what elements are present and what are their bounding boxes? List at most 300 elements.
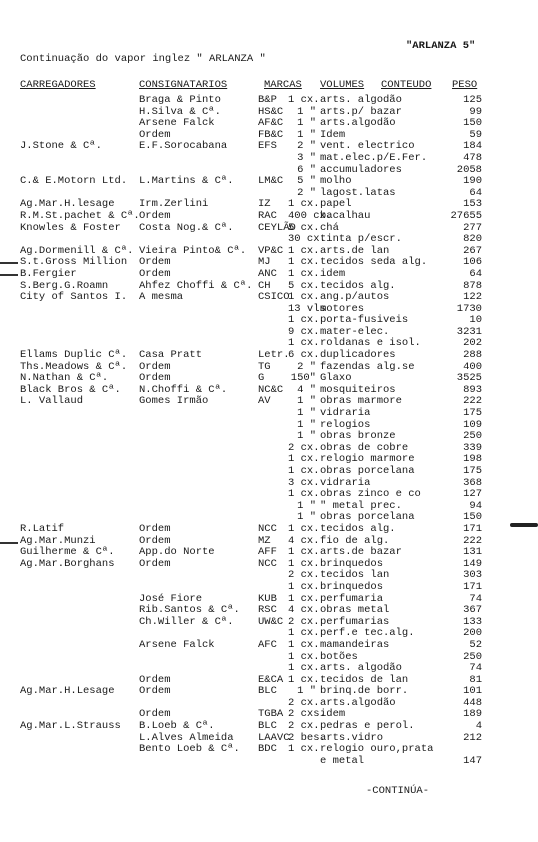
table-row — [0, 211, 538, 223]
table-row — [0, 454, 538, 466]
weight-cell: 368 — [463, 476, 482, 489]
weight-cell: 200 — [463, 627, 482, 640]
volume-cell: 2 bes. — [288, 731, 326, 744]
page-title: Continuação do vapor inglez " ARLANZA " — [20, 53, 266, 65]
content-cell: mater-elec. — [320, 325, 390, 338]
mark-cell: BLC — [258, 685, 277, 698]
content-cell: perfumaria — [320, 592, 384, 605]
weight-cell: 150 — [463, 117, 482, 130]
mark-cell: LM&C — [258, 175, 284, 188]
table-row — [0, 292, 538, 304]
content-cell: obras metal — [320, 604, 390, 617]
content-cell: chá — [320, 221, 339, 234]
content-cell: fio de alg. — [320, 534, 390, 547]
shipper-cell: L. Vallaud — [20, 395, 84, 408]
content-cell: ang.p/autos — [320, 291, 390, 304]
weight-cell: 81 — [469, 673, 482, 686]
table-row — [0, 478, 538, 490]
weight-cell: 171 — [463, 580, 482, 593]
weight-cell: 250 — [463, 430, 482, 443]
weight-cell: 878 — [463, 279, 482, 292]
table-row — [0, 95, 538, 107]
consignee-cell: Ordem — [139, 256, 171, 269]
table-row — [0, 605, 538, 617]
content-cell: tecidos alg. — [320, 279, 396, 292]
weight-cell: 478 — [463, 151, 482, 164]
mark-cell: NCC — [258, 557, 277, 570]
mark-cell: LAAVC — [258, 731, 290, 744]
volume-cell: 9 cx. — [288, 325, 320, 338]
weight-cell: 27655 — [450, 209, 482, 222]
table-row — [0, 570, 538, 582]
column-header-content: CONTEUDO — [381, 79, 432, 91]
weight-cell: 222 — [463, 395, 482, 408]
mark-cell: E&CA — [258, 673, 284, 686]
volume-cell: 1 cx. — [288, 453, 320, 466]
table-row — [0, 582, 538, 594]
shipper-cell: Ellams Duplic Cª. — [20, 349, 128, 362]
table-row — [0, 420, 538, 432]
weight-cell: 189 — [463, 708, 482, 721]
volume-cell: 1 cx. — [288, 650, 320, 663]
shipper-cell: N.Nathan & Cª. — [20, 372, 109, 385]
consignee-cell: Bento Loeb & Cª. — [139, 743, 240, 756]
volume-cell: 1 " — [297, 499, 316, 512]
content-cell: vent. electrico — [320, 140, 415, 153]
weight-cell: 64 — [469, 186, 482, 199]
volume-cell: 1 cx. — [288, 337, 320, 350]
weight-cell: 222 — [463, 534, 482, 547]
shipper-cell: J.Stone & Cª. — [20, 140, 102, 153]
consignee-cell: Gomes Irmão — [139, 395, 209, 408]
mark-cell: RAC — [258, 209, 277, 222]
table-row — [0, 524, 538, 536]
content-cell: vidraria — [320, 407, 371, 420]
consignee-cell: Arsene Falck — [139, 638, 215, 651]
content-cell: molho — [320, 175, 352, 188]
content-cell: tecidos de lan — [320, 673, 409, 686]
content-cell: obras de cobre — [320, 441, 409, 454]
volume-cell: 1 cx. — [288, 314, 320, 327]
weight-cell: 175 — [463, 465, 482, 477]
mark-cell: NCC — [258, 522, 277, 535]
mark-cell: UW&C — [258, 615, 284, 628]
content-cell: arts. algodão — [320, 94, 402, 106]
content-cell: arts. algodão — [320, 662, 402, 675]
table-row — [0, 663, 538, 675]
volume-cell: 13 vls — [288, 302, 326, 315]
consignee-cell: Ordem — [139, 360, 171, 373]
edge-mark — [0, 542, 18, 544]
volume-cell: 1 " — [297, 407, 316, 420]
mark-cell: HS&C — [258, 105, 284, 118]
volume-cell: 1 " — [297, 418, 316, 431]
weight-cell: 175 — [463, 407, 482, 420]
weight-cell: 3525 — [456, 372, 482, 385]
content-cell: obras porcelana — [320, 465, 415, 477]
volume-cell: 1 cx. — [288, 743, 320, 756]
mark-cell: G — [258, 372, 265, 385]
consignee-cell: H.Silva & Cª. — [139, 105, 221, 118]
consignee-cell: Ordem — [139, 128, 171, 141]
volume-cell: 1 cx. — [288, 244, 320, 257]
consignee-cell: Ordem — [139, 673, 171, 686]
consignee-cell: B.Loeb & Cª. — [139, 720, 215, 733]
weight-cell: 149 — [463, 557, 482, 570]
mark-cell: TGBA — [258, 708, 284, 721]
consignee-cell: Casa Pratt — [139, 349, 203, 362]
mark-cell: BDC — [258, 743, 277, 756]
table-row — [0, 686, 538, 698]
ship-tag: "ARLANZA 5" — [406, 40, 476, 52]
consignee-cell: Ch.Willer & Cª. — [139, 615, 234, 628]
volume-cell: 4 cx. — [288, 604, 320, 617]
edge-mark — [0, 274, 18, 276]
content-cell: arts.algodão — [320, 696, 396, 709]
volume-cell: 2 cx. — [288, 696, 320, 709]
edge-mark — [0, 262, 18, 264]
table-row — [0, 153, 538, 165]
mark-cell: KUB — [258, 592, 277, 605]
volume-cell: 3 " — [297, 151, 316, 164]
table-row — [0, 141, 538, 153]
weight-cell: 59 — [469, 128, 482, 141]
weight-cell: 198 — [463, 453, 482, 466]
table-row — [0, 466, 538, 478]
content-cell: obras marmore — [320, 395, 402, 408]
content-cell: Glaxo — [320, 372, 352, 385]
consignee-cell: Ordem — [139, 534, 171, 547]
volume-cell: 1 " — [297, 117, 316, 130]
content-cell: brinquedos — [320, 557, 384, 570]
volume-cell: 6 cx. — [288, 349, 320, 362]
mark-cell: AFF — [258, 546, 277, 559]
weight-cell: 288 — [463, 349, 482, 362]
content-cell: vidraria — [320, 476, 371, 489]
content-cell: arts.algodão — [320, 117, 396, 130]
content-cell: brinquedos — [320, 580, 384, 593]
weight-cell: 153 — [463, 198, 482, 211]
content-cell: brinq.de borr. — [320, 685, 409, 698]
content-cell: botões — [320, 650, 358, 663]
content-cell: arts.de lan — [320, 244, 390, 257]
weight-cell: 133 — [463, 615, 482, 628]
table-row — [0, 234, 538, 246]
weight-cell: 3231 — [456, 325, 482, 338]
table-row — [0, 396, 538, 408]
weight-cell: 820 — [463, 233, 482, 246]
mark-cell: IZ — [258, 198, 271, 211]
mark-cell: MZ — [258, 534, 271, 547]
volume-cell: 1 cx. — [288, 256, 320, 269]
content-cell: obras bronze — [320, 430, 396, 443]
mark-cell: Letr. — [258, 349, 290, 362]
content-cell: Idem — [320, 128, 346, 141]
content-cell: duplicadores — [320, 349, 396, 362]
consignee-cell: Ordem — [139, 209, 171, 222]
table-row — [0, 756, 538, 768]
volume-cell: 1 cx. — [288, 592, 320, 605]
weight-cell: 4 — [475, 720, 482, 733]
content-cell: tecidos lan — [320, 569, 390, 582]
shipper-cell: Ag.Mar.H.Lesage — [20, 685, 115, 698]
table-row — [0, 559, 538, 571]
volume-cell: 6 " — [297, 163, 316, 176]
mark-cell: MJ — [258, 256, 271, 269]
weight-cell: 122 — [463, 291, 482, 304]
volume-cell: 1 cx. — [288, 673, 320, 686]
volume-cell: 3 cx. — [288, 476, 320, 489]
content-cell: tecidos alg. — [320, 522, 396, 535]
consignee-cell: José Fiore — [139, 592, 203, 605]
mark-cell: FB&C — [258, 128, 284, 141]
weight-cell: 99 — [469, 105, 482, 118]
volume-cell: 2 " — [297, 140, 316, 153]
volume-cell: 5 " — [297, 175, 316, 188]
volume-cell: 1 cx. — [288, 291, 320, 304]
mark-cell: TG — [258, 360, 271, 373]
table-row — [0, 640, 538, 652]
weight-cell: 74 — [469, 592, 482, 605]
consignee-cell: Costa Nog.& Cª. — [139, 221, 234, 234]
consignee-cell: Arsene Falck — [139, 117, 215, 130]
weight-cell: 106 — [463, 256, 482, 269]
weight-cell: 339 — [463, 441, 482, 454]
consignee-cell: Ordem — [139, 685, 171, 698]
column-header-marks: MARCAS — [264, 79, 302, 91]
consignee-cell: L.Martins & Cª. — [139, 175, 234, 188]
weight-cell: 202 — [463, 337, 482, 350]
mark-cell: CEYLÃO — [258, 221, 296, 234]
consignee-cell: A mesma — [139, 291, 184, 304]
volume-cell: 1 cx. — [288, 465, 320, 477]
volume-cell: 1 cx. — [288, 638, 320, 651]
weight-cell: 10 — [469, 314, 482, 327]
volume-cell: 2 " — [297, 186, 316, 199]
volume-cell: 1 " — [297, 395, 316, 408]
consignee-cell: N.Choffi & Cª. — [139, 383, 228, 396]
content-cell: fazendas alg.se — [320, 360, 415, 373]
content-cell: arts.de bazar — [320, 546, 402, 559]
volume-cell: 400 cx. — [288, 209, 333, 222]
shipper-cell: S.Berg.G.Roamn — [20, 279, 109, 292]
weight-cell: 893 — [463, 383, 482, 396]
volume-cell: 5 cx. — [288, 221, 320, 234]
volume-cell: 1 cx. — [288, 267, 320, 280]
weight-cell: 184 — [463, 140, 482, 153]
content-cell: mat.elec.p/E.Fer. — [320, 151, 428, 164]
mark-cell: AV — [258, 395, 271, 408]
volume-cell: 2 cx. — [288, 441, 320, 454]
weight-cell: 64 — [469, 267, 482, 280]
content-cell: perfumarias — [320, 615, 390, 628]
table-row — [0, 652, 538, 664]
table-row — [0, 350, 538, 362]
mark-cell: NC&C — [258, 383, 284, 396]
mark-cell: RSC — [258, 604, 277, 617]
table-row — [0, 501, 538, 513]
weight-cell: 109 — [463, 418, 482, 431]
column-headers — [0, 79, 538, 93]
content-cell: e metal — [320, 754, 365, 767]
consignee-cell: Braga & Pinto — [139, 94, 221, 106]
mark-cell: CSICO — [258, 291, 290, 304]
weight-cell: 147 — [463, 754, 482, 767]
weight-cell: 125 — [463, 94, 482, 106]
weight-cell: 303 — [463, 569, 482, 582]
volume-cell: 1 " — [297, 511, 316, 524]
consignee-cell: E.F.Sorocabana — [139, 140, 228, 153]
content-cell: mosquiteiros — [320, 383, 396, 396]
consignee-cell: App.do Norte — [139, 546, 215, 559]
shipper-cell: Knowles & Foster — [20, 221, 121, 234]
weight-cell: 52 — [469, 638, 482, 651]
table-row — [0, 408, 538, 420]
consignee-cell: Ordem — [139, 267, 171, 280]
volume-cell: 1 cx. — [288, 522, 320, 535]
content-cell: perf.e tec.alg. — [320, 627, 415, 640]
table-row — [0, 547, 538, 559]
weight-cell: 212 — [463, 731, 482, 744]
shipper-cell: Ag.Mar.Borghans — [20, 557, 115, 570]
weight-cell: 448 — [463, 696, 482, 709]
volume-cell: 1 cx. — [288, 488, 320, 501]
consignee-cell: Ordem — [139, 522, 171, 535]
volume-cell: 5 cx. — [288, 279, 320, 292]
edge-mark — [510, 523, 538, 527]
content-cell: pedras e perol. — [320, 720, 415, 733]
content-cell: porta-fusiveis — [320, 314, 409, 327]
table-row — [0, 269, 538, 281]
consignee-cell: Irm.Zerlini — [139, 198, 209, 211]
table-row — [0, 443, 538, 455]
mark-cell: CH — [258, 279, 271, 292]
volume-cell: 1 cx. — [288, 580, 320, 593]
content-cell: arts.vidro — [320, 731, 384, 744]
weight-cell: 101 — [463, 685, 482, 698]
table-row — [0, 304, 538, 316]
weight-cell: 74 — [469, 662, 482, 675]
content-cell: relogios — [320, 418, 371, 431]
table-row — [0, 617, 538, 629]
volume-cell: 2 cx. — [288, 569, 320, 582]
continua-note: -CONTINÚA- — [366, 785, 430, 797]
shipper-cell: Ths.Meadows & Cª. — [20, 360, 128, 373]
content-cell: mamandeiras — [320, 638, 390, 651]
shipper-cell: R.Latif — [20, 522, 65, 535]
mark-cell: VP&C — [258, 244, 284, 257]
weight-cell: 267 — [463, 244, 482, 257]
volume-cell: 1 cx. — [288, 627, 320, 640]
table-row — [0, 223, 538, 235]
volume-cell: 1 cx. — [288, 557, 320, 570]
volume-cell: 2 cx. — [288, 615, 320, 628]
content-cell: idem — [320, 267, 346, 280]
weight-cell: 1730 — [456, 302, 482, 315]
mark-cell: B&P — [258, 94, 277, 106]
table-row — [0, 431, 538, 443]
shipper-cell: Ag.Mar.H.lesage — [20, 198, 115, 211]
shipper-cell: City of Santos I. — [20, 291, 128, 304]
table-row — [0, 176, 538, 188]
column-header-weight: PESO — [452, 79, 478, 91]
consignee-cell: Ordem — [139, 708, 171, 721]
volume-cell: 1 " — [297, 128, 316, 141]
weight-cell: 190 — [463, 175, 482, 188]
volume-cell: 4 " — [297, 383, 316, 396]
consignee-cell: Rib.Santos & Cª. — [139, 604, 240, 617]
weight-cell: 131 — [463, 546, 482, 559]
mark-cell: BLC — [258, 720, 277, 733]
consignee-cell: Ordem — [139, 372, 171, 385]
content-cell: tecidos seda alg. — [320, 256, 428, 269]
content-cell: lagost.latas — [320, 186, 396, 199]
table-row — [0, 721, 538, 733]
volume-cell: 150" — [290, 372, 316, 385]
column-header-volumes: VOLUMES — [320, 79, 365, 91]
consignee-cell: Ahfez Choffi & Cª. — [139, 279, 253, 292]
consignee-cell: Vieira Pinto& Cª. — [139, 244, 247, 257]
shipper-cell: C.& E.Motorn Ltd. — [20, 175, 128, 188]
content-cell: " metal prec. — [320, 499, 402, 512]
column-header-shipper: CARREGADORES — [20, 79, 96, 91]
content-cell: bacalhau — [320, 209, 371, 222]
shipper-cell: S.t.Gross Million — [20, 256, 128, 269]
weight-cell: 150 — [463, 511, 482, 524]
content-cell: accumuladores — [320, 163, 402, 176]
volume-cell: 1 cx. — [288, 198, 320, 211]
volume-cell: 2 cxs. — [288, 708, 326, 721]
table-row — [0, 327, 538, 339]
consignee-cell: L.Alves Almeida — [139, 731, 234, 744]
shipper-cell: B.Fergier — [20, 267, 77, 280]
content-cell: relogio ouro,prata — [320, 743, 434, 756]
weight-cell: 127 — [463, 488, 482, 501]
weight-cell: 400 — [463, 360, 482, 373]
table-row — [0, 489, 538, 501]
volume-cell: 30 cx. — [288, 233, 326, 246]
content-cell: obras zinco e co — [320, 488, 421, 501]
column-header-consignee: CONSIGNATARIOS — [139, 79, 228, 91]
table-row — [0, 744, 538, 756]
manifest-table — [0, 95, 538, 767]
weight-cell: 171 — [463, 522, 482, 535]
shipper-cell: Ag.Mar.L.Strauss — [20, 720, 121, 733]
content-cell: obras porcelana — [320, 511, 415, 524]
mark-cell: AFC — [258, 638, 277, 651]
content-cell: arts.p/ bazar — [320, 105, 402, 118]
content-cell: idem — [320, 708, 346, 721]
volume-cell: 1 cx. — [288, 546, 320, 559]
weight-cell: 277 — [463, 221, 482, 234]
shipper-cell: Ag.Dormenill & Cª. — [20, 244, 134, 257]
volume-cell: 1 " — [297, 430, 316, 443]
content-cell: motores — [320, 302, 365, 315]
volume-cell: 1 cx. — [288, 662, 320, 675]
volume-cell: 4 cx. — [288, 534, 320, 547]
mark-cell: ANC — [258, 267, 277, 280]
weight-cell: 367 — [463, 604, 482, 617]
shipper-cell: Guilherme & Cª. — [20, 546, 115, 559]
mark-cell: AF&C — [258, 117, 284, 130]
shipper-cell: Black Bros & Cª. — [20, 383, 121, 396]
mark-cell: EFS — [258, 140, 277, 153]
content-cell: roldanas e isol. — [320, 337, 421, 350]
volume-cell: 2 " — [297, 360, 316, 373]
shipper-cell: Ag.Mar.Munzi — [20, 534, 96, 547]
volume-cell: 1 " — [297, 105, 316, 118]
volume-cell: 2 cx. — [288, 720, 320, 733]
